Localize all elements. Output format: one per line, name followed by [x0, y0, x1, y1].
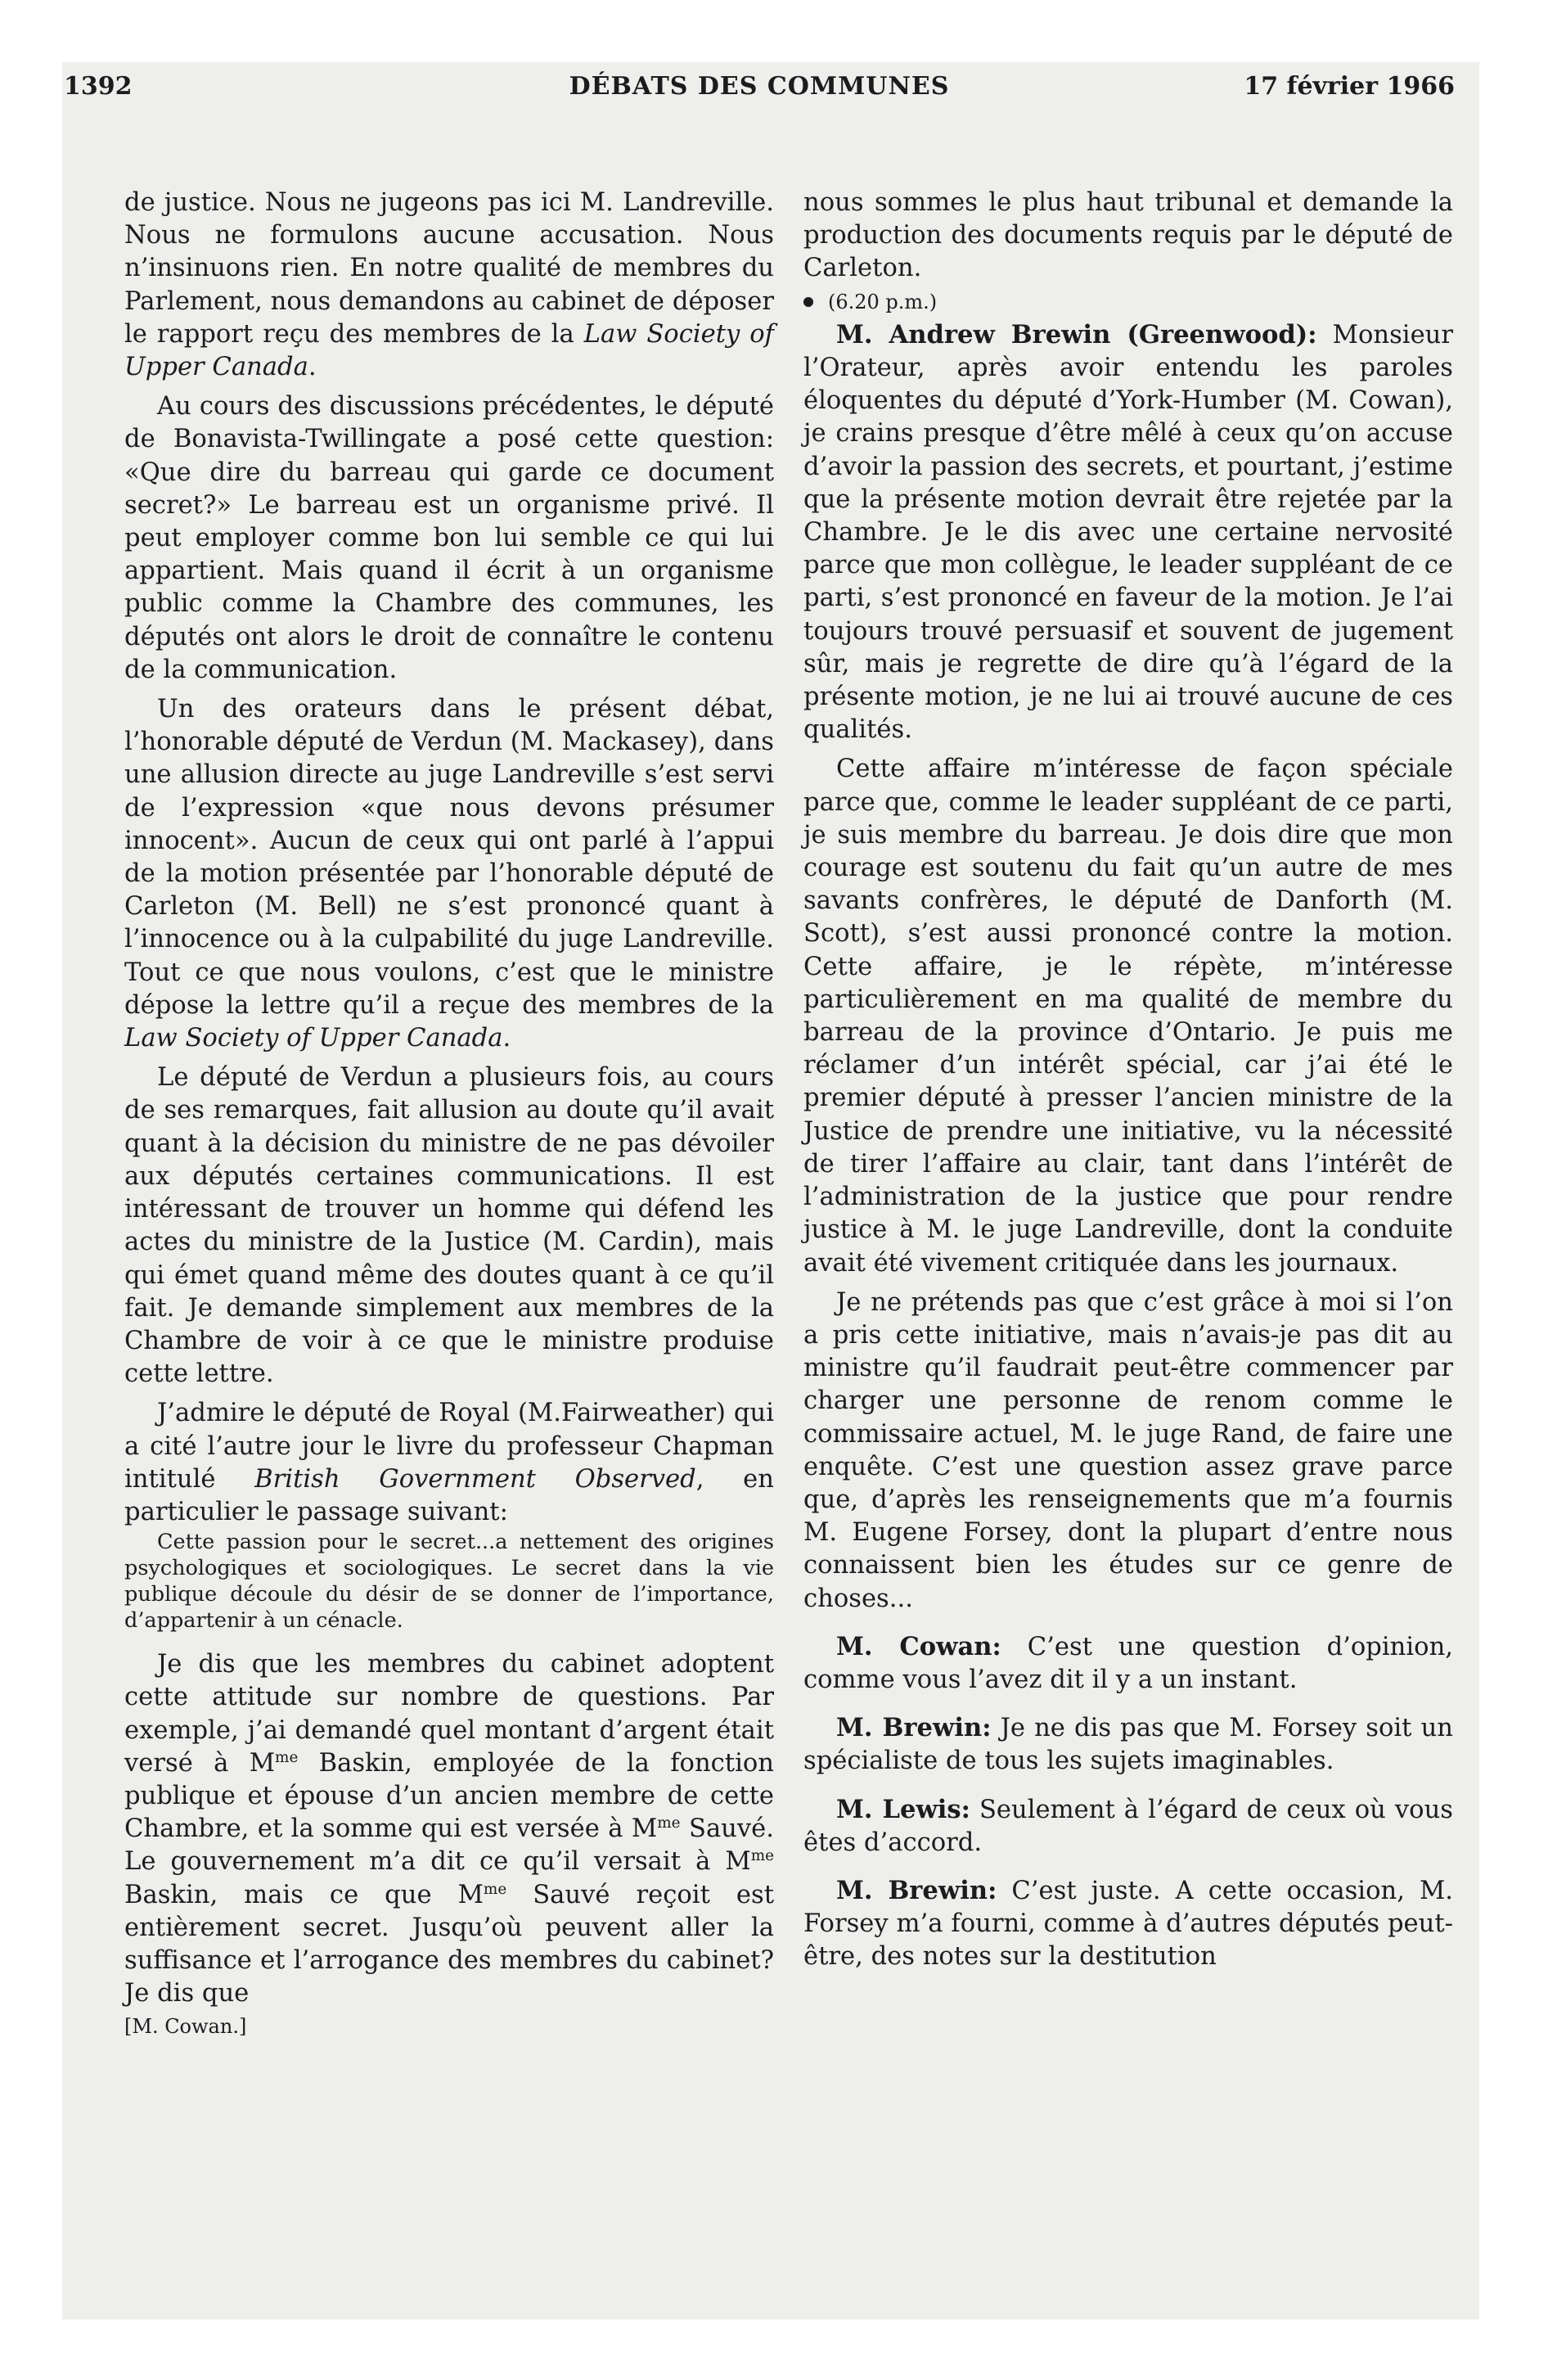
paragraph: de justice. Nous ne jugeons pas ici M. Landreville. Nous ne formulons aucune accusation. Nous n’insinuons rien. En notre qualité de membres du Parlement, nous demandons au cabinet de déposer le rapport reçu des membres de la Law Society of Upper Canada.: [124, 188, 774, 382]
paragraph: nous sommes le plus haut tribunal et demande la production des documents requis par le député de Carleton.: [803, 188, 1453, 283]
speaker-footer: [M. Cowan.]: [124, 2015, 247, 2039]
left-column: [124, 187, 774, 2044]
paragraph: Cette affaire m’intéresse de façon spéciale parce que, comme le leader suppléant de ce parti, je suis membre du barreau. Je dois dire que mon courage est soutenu du fait qu’un autre de mes savants confrères, le député de Danforth (M. Scott), s’est aussi prononcé contre la motion. Cette affaire, je le répète, m’intéresse particulièrement en ma qualité de membre du barreau de la province d’Ontario. Je puis me réclamer d’un intérêt spécial, car j’ai été le premier député à presser l’ancien ministre de la Justice de prendre une initiative, vu la nécessité de tirer l’affaire au clair, tant dans l’intérêt de l’administration de la justice que pour rendre justice à M. le juge Landreville, dont la conduite avait été vivement critiquée dans les journaux.: [803, 755, 1453, 1278]
speaker-paragraph: M. Andrew Brewin (Greenwood): Monsieur l’Orateur, après avoir entendu les paroles éloquentes du député d’York-Humber (M. Cowan), je crains presque d’être mêlé à ceux qu’on accuse d’avoir la passion des secrets, et pourtant, j’estime que la présente motion devrait être rejetée par la Chambre. Je le dis avec une certaine nervosité parce que mon collègue, le leader suppléant de ce parti, s’est prononcé en faveur de la motion. Je l’ai toujours trouvé persuasif et souvent de jugement sûr, mais je regrette de dire qu’à l’égard de la présente motion, je ne lui ai trouvé aucune de ces qualités.: [803, 319, 1454, 745]
bullet-icon: [803, 297, 813, 307]
time-marker: (6.20 p.m.): [803, 286, 1453, 318]
speaker-paragraph: M. Brewin: C’est juste. A cette occasion, M. Forsey m’a fourni, comme à d’autres députés peut-être, des notes sur la destitution: [803, 1875, 1453, 1972]
speaker-name: M. Lewis:: [836, 1794, 970, 1824]
speaker-paragraph: M. Lewis: Seulement à l’égard de ceux où vous êtes d’accord.: [803, 1794, 1453, 1857]
paragraph: Un des orateurs dans le présent débat, l’honorable député de Verdun (M. Mackasey), dans une allusion directe au juge Landreville s’est servi de l’expression «que nous devons présumer innocent». Aucun de ceux qui ont parlé à l’appui de la motion présentée par l’honorable député de Carleton (M. Bell) ne s’est prononcé quant à l’innocence ou à la culpabilité du juge Landreville. Tout ce que nous voulons, c’est que le ministre dépose la lettre qu’il a reçue des membres de la Law Society of Upper Canada.: [124, 695, 774, 1053]
speaker-paragraph: M. Brewin: Je ne dis pas que M. Forsey soit un spécialiste de tous les sujets imaginables.: [803, 1713, 1453, 1776]
speaker-name: M. Andrew Brewin (Greenwood):: [836, 319, 1317, 349]
paragraph: Je ne prétends pas que c’est grâce à moi si l’on a pris cette initiative, mais n’avais-je pas dit au ministre qu’il faudrait peut-être commencer par charger une personne de renom comme le commissaire actuel, M. le juge Rand, de faire une enquête. C’est une question assez grave parce que, d’après les renseignements que m’a fournis M. Eugene Forsey, dont la plupart d’entre nous connaissent bien les études sur ce genre de choses...: [803, 1287, 1453, 1613]
page-number: 1392: [64, 72, 133, 101]
block-quote: Cette passion pour le secret...a nettement des origines psychologiques et sociologiques. Le secret dans la vie publique découle du désir de se donner de l’importance, d’appartenir à un cénacle.: [124, 1530, 774, 1634]
speaker-name: M. Cowan:: [836, 1631, 1001, 1661]
paragraph: Le député de Verdun a plusieurs fois, au cours de ses remarques, fait allusion au doute qu’il avait quant à la décision du ministre de ne pas dévoiler aux députés certaines communications. Il est intéressant de trouver un homme qui défend les actes du ministre de la Justice (M. Cardin), mais qui émet quand même des doutes quant à ce qu’il fait. Je demande simplement aux membres de la Chambre de voir à ce que le ministre produise cette lettre.: [124, 1063, 774, 1389]
page-date: 17 février 1966: [1244, 72, 1455, 101]
speaker-paragraph: M. Cowan: C’est une question d’opinion, comme vous l’avez dit il y a un instant.: [803, 1631, 1454, 1694]
paragraph: Je dis que les membres du cabinet adoptent cette attitude sur nombre de questions. Par exemple, j’ai demandé quel montant d’argent était versé à $M^{me}$ Baskin, employée de la fonction publique et épouse d’un ancien membre de cette Chambre, et la somme qui est versée à $M^{me}$ Sauvé. Le gouvernement m’a dit ce qu’il versait à $M^{me}$ Baskin, mais ce que $M^{me}$ Sauvé reçoit est entièrement secret. Jusqu’où peuvent aller la suffisance et l’arrogance des membres du cabinet? Je dis que: [124, 1650, 775, 2008]
page-header: [64, 72, 1455, 113]
paragraph: J’admire le député de Royal (M.Fairweather) qui a cité l’autre jour le livre du professeur Chapman intitulé British Government Observed, en particulier le passage suivant:: [124, 1399, 774, 1526]
speaker-name: M. Brewin:: [836, 1875, 997, 1905]
paragraph: Au cours des discussions précédentes, le député de Bonavista-Twillingate a posé cette question: «Que dire du barreau qui garde ce document secret?» Le barreau est un organisme privé. Il peut employer comme bon lui semble ce qui lui appartient. Mais quand il écrit à un organisme public comme la Chambre des communes, les députés ont alors le droit de connaître le contenu de la communication.: [124, 392, 774, 684]
right-column: [803, 187, 1453, 1974]
page-title: DÉBATS DES COMMUNES: [569, 72, 950, 101]
speaker-name: M. Brewin:: [836, 1713, 992, 1743]
